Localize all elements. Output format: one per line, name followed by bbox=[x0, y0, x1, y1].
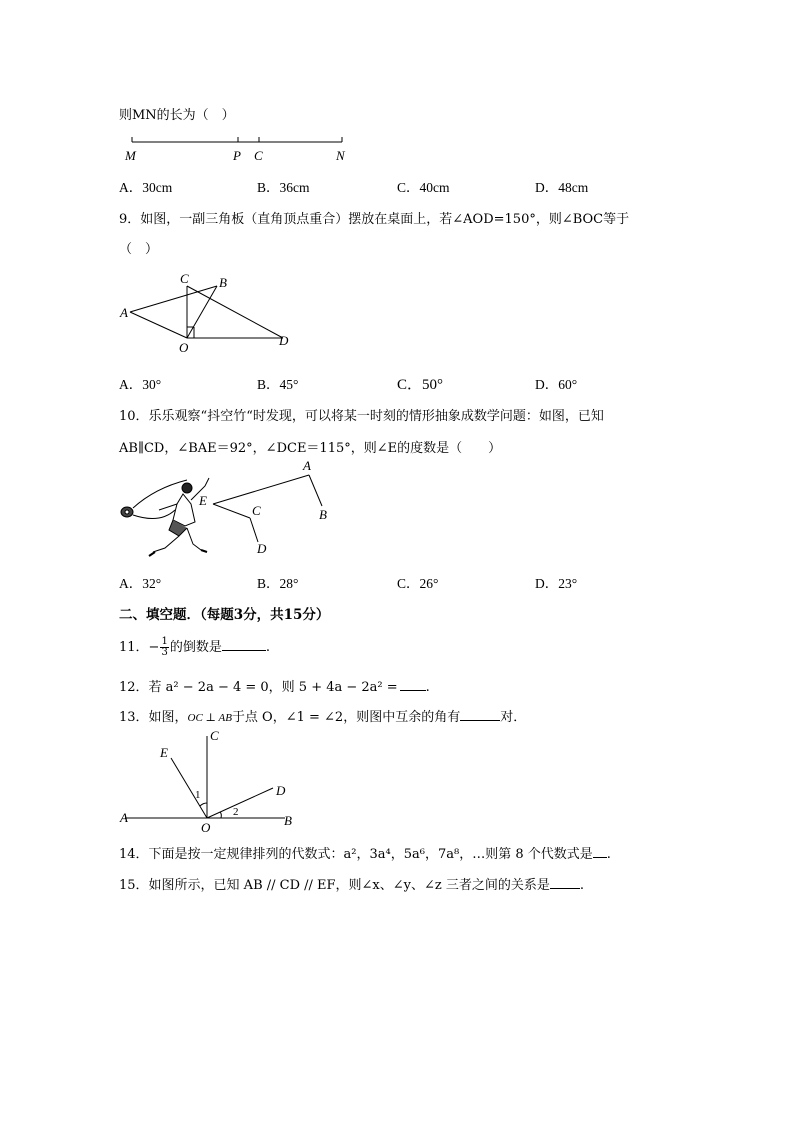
label-b: B bbox=[319, 507, 327, 522]
q13: 13．如图，OC ⊥ AB于点 O，∠1 = ∠2，则图中互余的角有 对． bbox=[119, 710, 527, 725]
q10-figure bbox=[115, 458, 345, 563]
fraction: $\frac{1}{3}$ bbox=[161, 636, 168, 658]
label-c: C bbox=[254, 148, 263, 163]
label-b: B bbox=[284, 813, 292, 828]
q15-text: 15．如图所示，已知 AB // CD // EF，则∠x、∠y、∠z 三者之间的关系是 bbox=[119, 878, 550, 893]
q14: 14．下面是按一定规律排列的代数式：a²，3a⁴，5a⁶，7a⁸，…则第 8 个代数式是 . bbox=[119, 847, 611, 862]
answer-blank bbox=[550, 878, 580, 889]
q9-stem-line2: （ ） bbox=[119, 242, 159, 257]
label-e: E bbox=[199, 493, 207, 508]
q9-option-c: C．50° bbox=[397, 377, 444, 393]
q11: 11．− $\frac{1}{3}$ 的倒数是 . bbox=[119, 636, 270, 658]
answer-blank bbox=[400, 680, 426, 691]
label-angle-1: 1 bbox=[195, 789, 201, 801]
q9-option-b: B．45° bbox=[257, 377, 299, 392]
label-b: B bbox=[219, 275, 227, 290]
q10-option-b: B．28° bbox=[257, 576, 299, 591]
label-c: C bbox=[180, 271, 189, 286]
q10-option-a: A．32° bbox=[119, 576, 162, 591]
q8-stem: 则MN的长为（ ） bbox=[119, 108, 235, 123]
diabolo-player-illustration bbox=[121, 478, 209, 556]
q15: 15．如图所示，已知 AB // CD // EF，则∠x、∠y、∠z 三者之间的关系是 . bbox=[119, 878, 585, 893]
label-c: C bbox=[210, 728, 219, 743]
q8-option-d: D．48cm bbox=[535, 180, 589, 195]
q12-text: 12．若 a² − 2a − 4 = 0，则 5 + 4a − 2a² = bbox=[119, 680, 398, 695]
q10-stem-line1: 10．乐乐观察“抖空竹“时发现，可以将某一时刻的情形抽象成数学问题：如图，已知 bbox=[119, 409, 604, 424]
q8-option-c: C．40cm bbox=[397, 180, 450, 195]
answer-blank bbox=[593, 847, 607, 858]
answer-blank bbox=[222, 640, 266, 651]
label-o: O bbox=[201, 820, 211, 835]
q9-option-d: D．60° bbox=[535, 377, 578, 392]
section-title: 二、填空题．（每题3分，共15分） bbox=[119, 607, 330, 623]
q13-figure bbox=[115, 726, 305, 836]
q11-prefix: 11．− bbox=[119, 640, 160, 655]
label-d: D bbox=[257, 541, 267, 556]
answer-blank bbox=[460, 710, 500, 721]
q14-text: 14．下面是按一定规律排列的代数式：a²，3a⁴，5a⁶，7a⁸，…则第 8 个代数式是 bbox=[119, 847, 593, 862]
label-angle-2: 2 bbox=[233, 806, 239, 818]
q8-option-b: B．36cm bbox=[257, 180, 310, 195]
q10-stem-line2: AB∥CD，∠BAE＝92°，∠DCE＝115°，则∠E的度数是（ ） bbox=[119, 441, 502, 456]
q8-segment-figure bbox=[120, 134, 360, 166]
q10-option-c: C．26° bbox=[397, 576, 439, 591]
q8-option-a: A．30cm bbox=[119, 180, 173, 195]
q11-suffix: 的倒数是 bbox=[169, 640, 222, 655]
label-d: D bbox=[279, 333, 289, 348]
label-a: A bbox=[303, 458, 311, 473]
label-n: N bbox=[336, 148, 345, 163]
q9-stem-line1: 9．如图，一副三角板（直角顶点重合）摆放在桌面上，若∠AOD=150°，则∠BOC等于 bbox=[119, 212, 630, 227]
q13-math: OC ⊥ AB bbox=[187, 712, 232, 724]
label-a: A bbox=[120, 305, 128, 320]
q12: 12．若 a² − 2a − 4 = 0，则 5 + 4a − 2a² = . bbox=[119, 680, 430, 695]
q9-option-a: A．30° bbox=[119, 377, 162, 392]
label-a: A bbox=[120, 810, 128, 825]
label-o: O bbox=[179, 340, 189, 355]
q9-triangle-figure bbox=[115, 268, 305, 358]
label-e: E bbox=[160, 745, 168, 760]
label-d: D bbox=[276, 783, 286, 798]
label-c: C bbox=[252, 503, 261, 518]
label-m: M bbox=[125, 148, 136, 163]
label-p: P bbox=[233, 148, 241, 163]
q10-option-d: D．23° bbox=[535, 576, 578, 591]
